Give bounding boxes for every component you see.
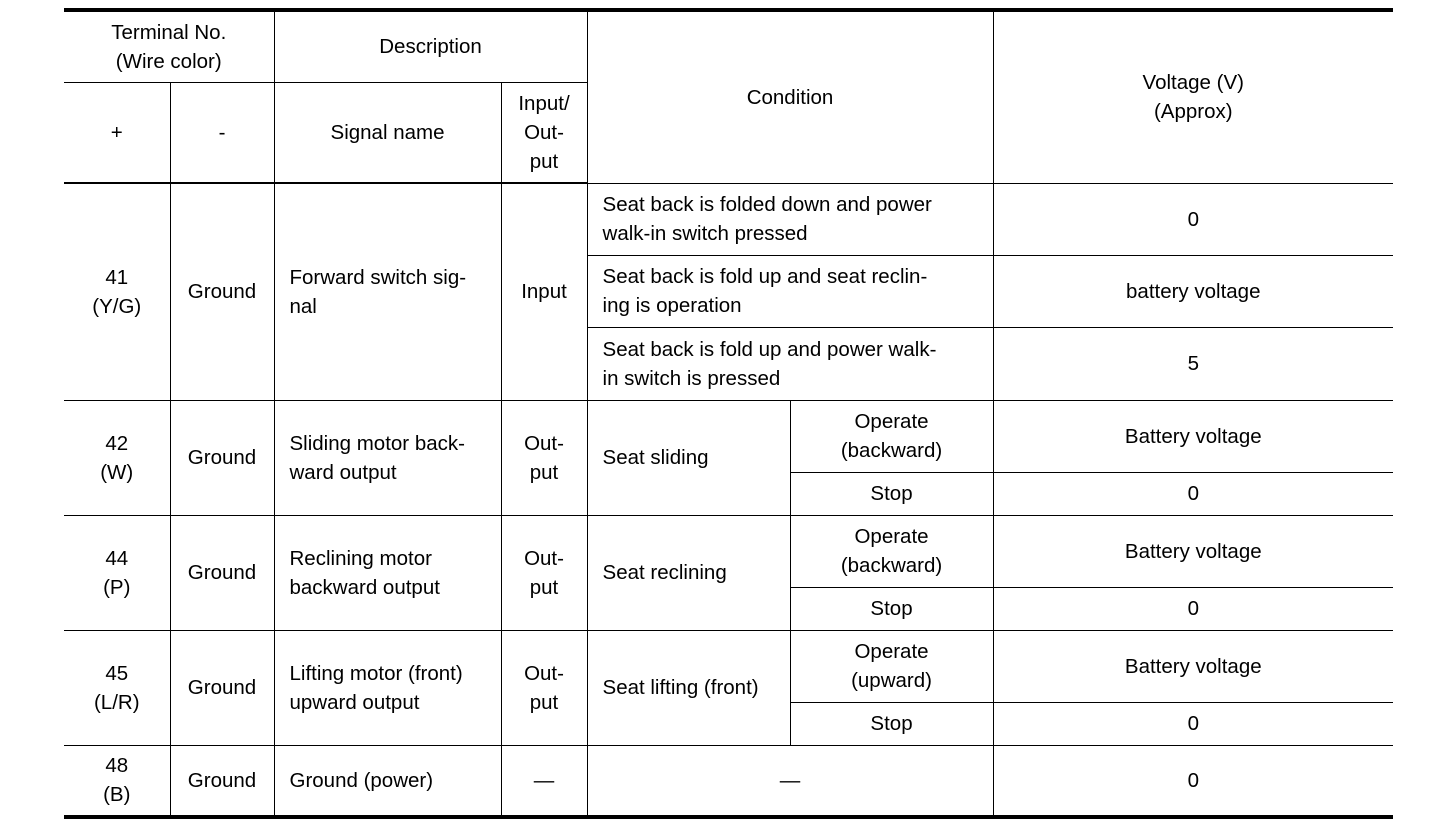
voltage-cell: Battery voltage [993, 515, 1393, 587]
header-voltage: Voltage (V) (Approx) [993, 10, 1393, 183]
condition-cell: Seat back is folded down and power walk-in switch pressed [587, 183, 993, 255]
table-row [64, 630, 1393, 702]
terminal-minus: Ground [170, 400, 274, 515]
terminal-minus: Ground [170, 745, 274, 817]
voltage-cell: 5 [993, 327, 1393, 400]
header-condition: Condition [587, 10, 993, 183]
state-cell: Stop [790, 587, 993, 630]
state-cell: Operate (upward) [790, 630, 993, 702]
table-row [64, 400, 1393, 472]
signal-name: Ground (power) [274, 745, 501, 817]
header-minus: - [170, 82, 274, 183]
header-description: Description [274, 10, 587, 82]
input-output: Input [501, 183, 587, 400]
condition-cell: Seat back is fold up and seat reclin- ing is operation [587, 255, 993, 327]
condition-cell: — [587, 745, 993, 817]
condition-cell: Seat back is fold up and power walk- in switch is pressed [587, 327, 993, 400]
signal-name: Reclining motor backward output [274, 515, 501, 630]
voltage-cell: 0 [993, 472, 1393, 515]
header-input-output: Input/ Out- put [501, 82, 587, 183]
input-output: Out- put [501, 630, 587, 745]
condition-cell: Seat reclining [587, 515, 790, 630]
table-row [64, 515, 1393, 587]
condition-cell: Seat lifting (front) [587, 630, 790, 745]
voltage-cell: 0 [993, 183, 1393, 255]
signal-name: Forward switch sig- nal [274, 183, 501, 400]
header-terminal-no: Terminal No. (Wire color) [64, 10, 274, 82]
terminal-plus: 45 (L/R) [64, 630, 170, 745]
input-output: Out- put [501, 515, 587, 630]
terminal-plus: 41 (Y/G) [64, 183, 170, 400]
state-cell: Operate (backward) [790, 400, 993, 472]
terminal-spec-table [64, 8, 1393, 819]
voltage-cell: 0 [993, 745, 1393, 817]
signal-name: Sliding motor back- ward output [274, 400, 501, 515]
input-output: — [501, 745, 587, 817]
state-cell: Stop [790, 702, 993, 745]
voltage-cell: battery voltage [993, 255, 1393, 327]
state-cell: Stop [790, 472, 993, 515]
terminal-minus: Ground [170, 183, 274, 400]
state-cell: Operate (backward) [790, 515, 993, 587]
voltage-cell: Battery voltage [993, 630, 1393, 702]
terminal-plus: 48 (B) [64, 745, 170, 817]
header-signal-name: Signal name [274, 82, 501, 183]
voltage-cell: Battery voltage [993, 400, 1393, 472]
header-plus: + [64, 82, 170, 183]
input-output: Out- put [501, 400, 587, 515]
table-row [64, 183, 1393, 255]
terminal-plus: 42 (W) [64, 400, 170, 515]
header-row-1 [64, 10, 1393, 82]
terminal-minus: Ground [170, 515, 274, 630]
terminal-minus: Ground [170, 630, 274, 745]
signal-name: Lifting motor (front) upward output [274, 630, 501, 745]
condition-cell: Seat sliding [587, 400, 790, 515]
terminal-plus: 44 (P) [64, 515, 170, 630]
voltage-cell: 0 [993, 587, 1393, 630]
voltage-cell: 0 [993, 702, 1393, 745]
table-row [64, 745, 1393, 817]
